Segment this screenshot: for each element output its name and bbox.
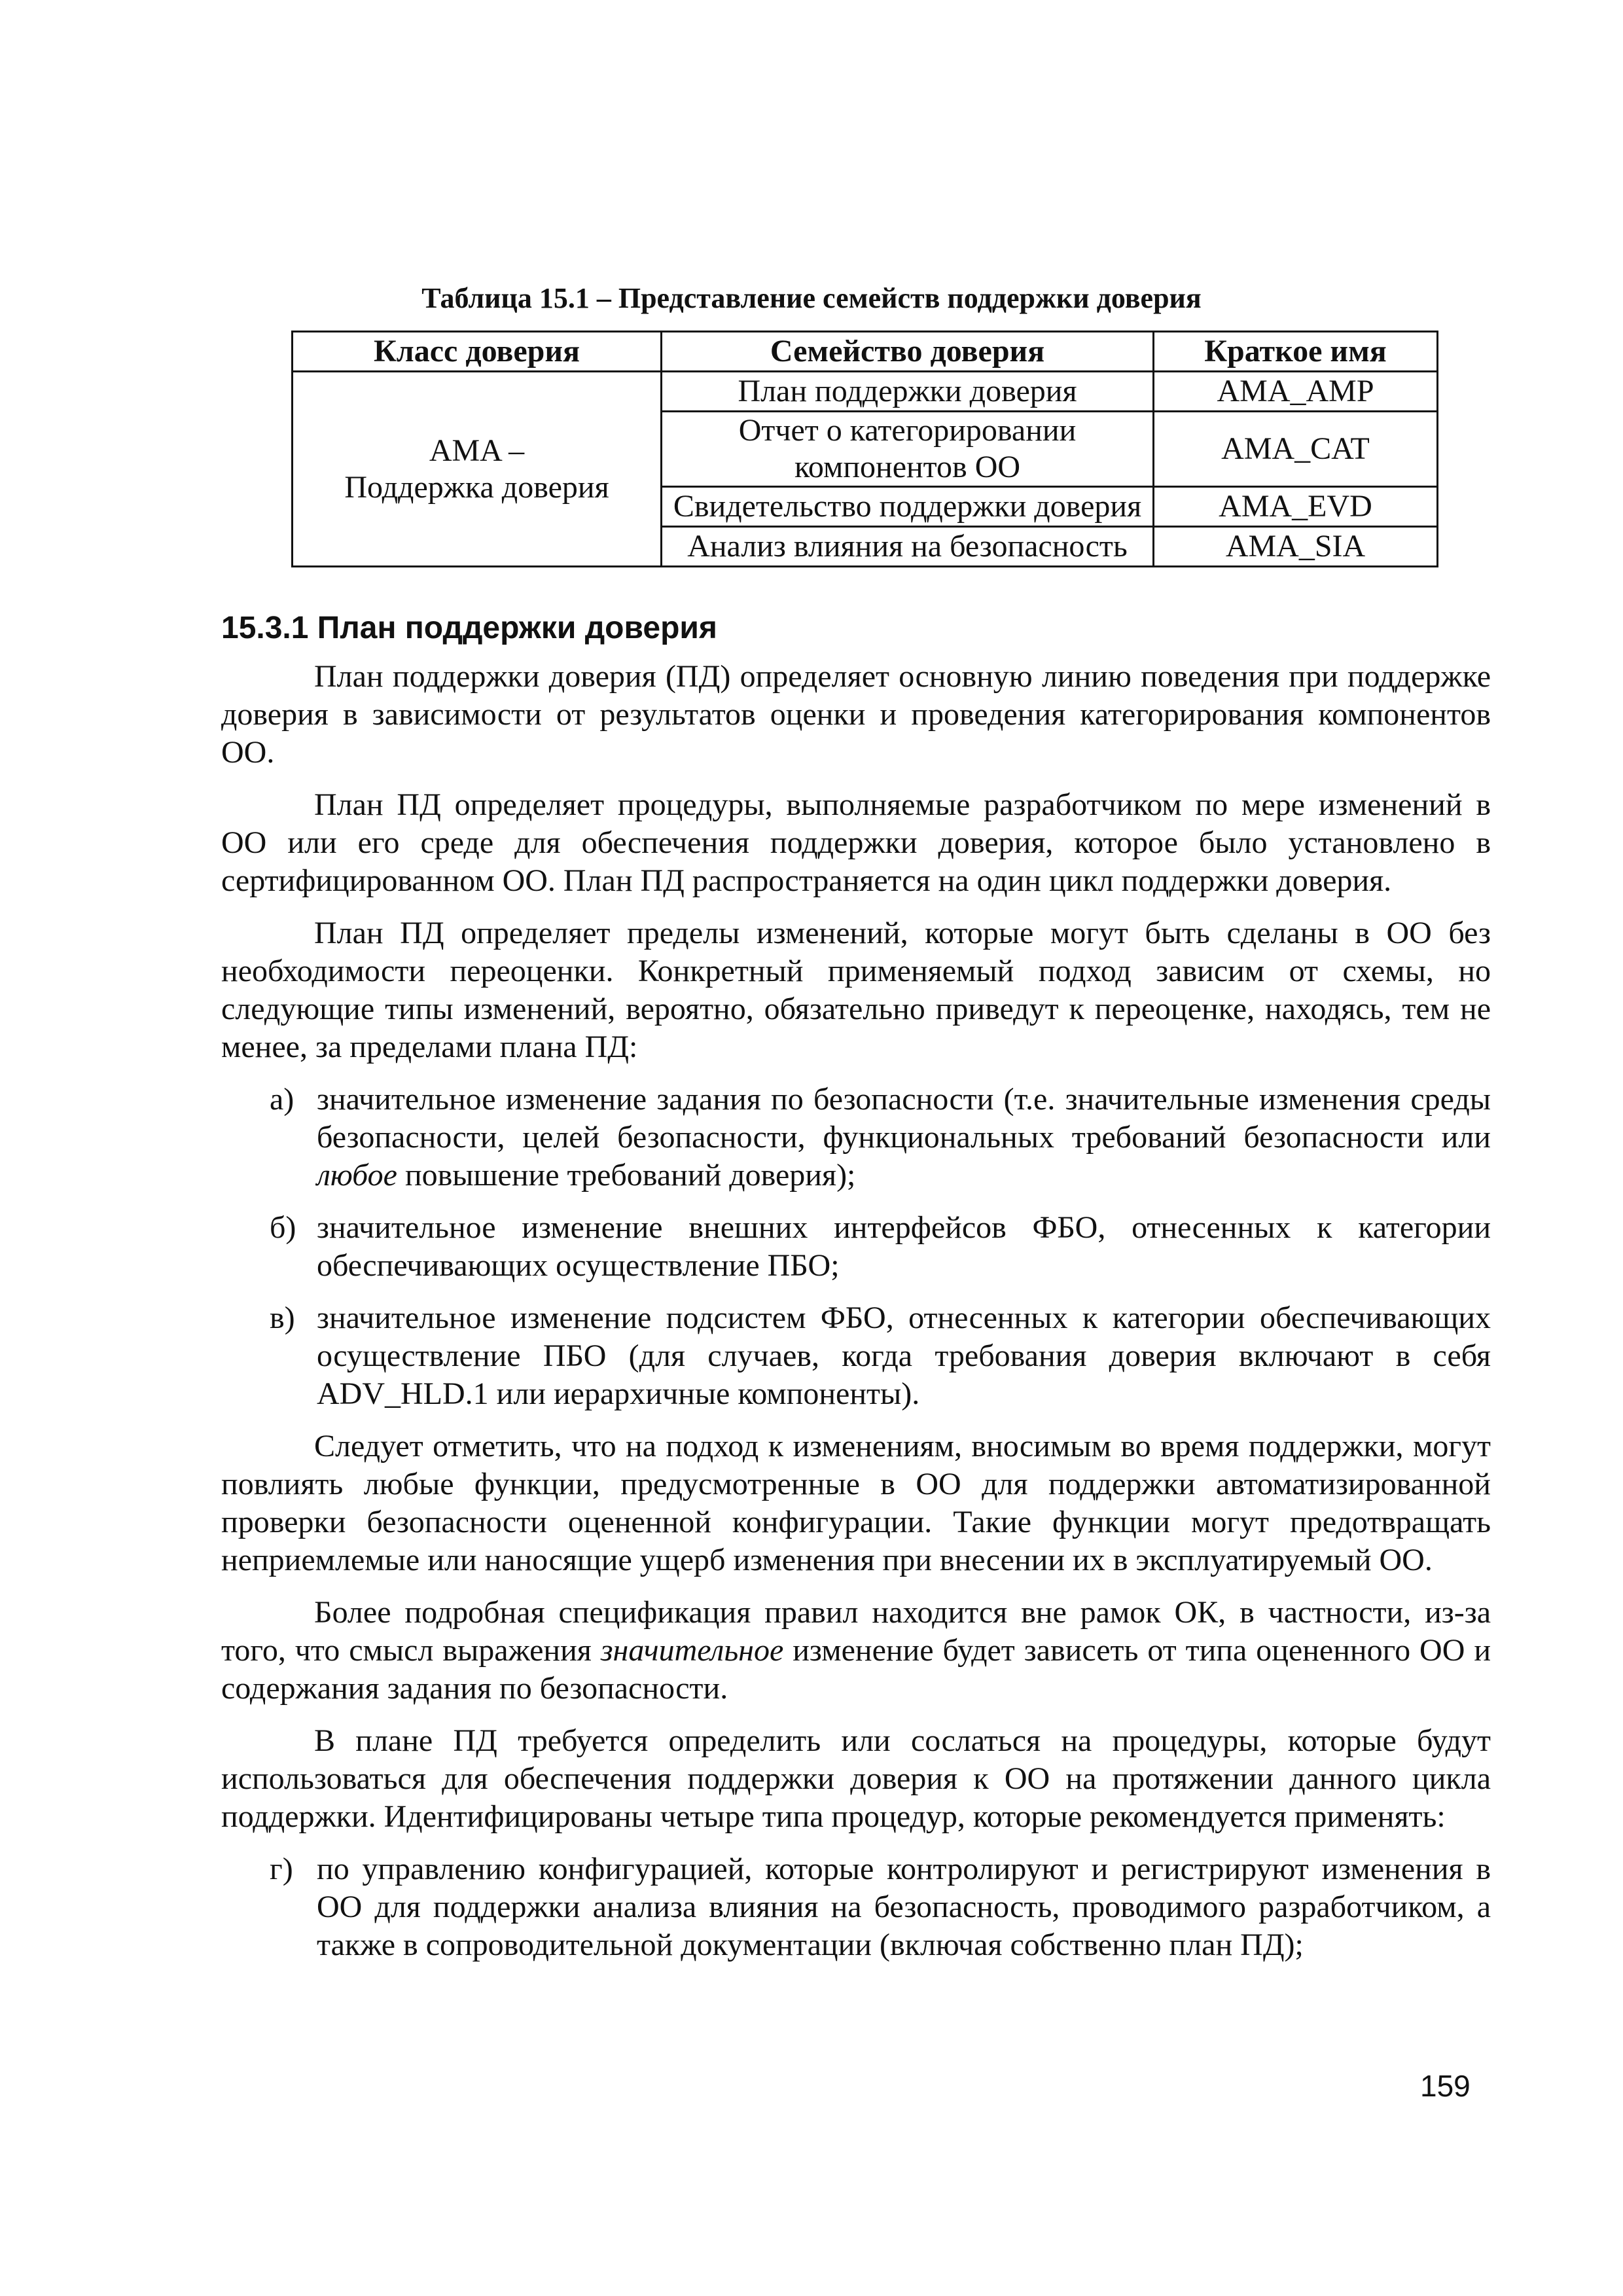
paragraph-text: изменение будет зависеть от типа оцененного ОО и содержания задания по безопасности.	[221, 1633, 1491, 1706]
emphasis: любое	[317, 1158, 397, 1193]
header-short-name: Краткое имя	[1154, 332, 1438, 372]
family-cell: Анализ влияния на безопасность	[662, 527, 1154, 567]
paragraph-1: План поддержки доверия (ПД) определяет основную линию поведения при поддержке доверия в зависимости от результатов оценки и проведения категорирования компонентов ОО.	[221, 659, 1491, 770]
header-family: Семейство доверия	[662, 332, 1154, 372]
list-marker: б)	[270, 1210, 296, 1245]
family-cell: Отчет о категорировании компонентов ОО	[662, 412, 1154, 487]
list-item-a	[221, 1081, 1491, 1194]
family-cell: План поддержки доверия	[662, 372, 1154, 412]
section-body	[221, 658, 1491, 1979]
list-item-c	[221, 1299, 1491, 1413]
list-marker: г)	[270, 1852, 293, 1886]
list-marker: а)	[270, 1082, 294, 1117]
assurance-families-table	[291, 331, 1438, 567]
list-text: значительное изменение задания по безопасности (т.е. значительные изменения среды безопасности, целей безопасности, функциональных требований безопасности или	[317, 1082, 1491, 1155]
list-marker: в)	[270, 1300, 295, 1335]
class-line-2: Поддержка доверия	[344, 469, 609, 505]
table-caption: Таблица 15.1 – Представление семейств поддержки доверия	[421, 282, 1202, 314]
list-text: значительное изменение подсистем ФБО, отнесенных к категории обеспечивающих осуществление ПБО (для случаев, когда требования доверия включают в себя ADV_HLD.1 или иерархичные компоненты).	[317, 1300, 1491, 1411]
family-cell: Свидетельство поддержки доверия	[662, 487, 1154, 527]
page-number: 159	[1420, 2069, 1471, 2103]
class-cell	[293, 372, 662, 567]
list-text: по управлению конфигурацией, которые контролируют и регистрируют изменения в ОО для поддержки анализа влияния на безопасность, проводимого разработчиком, а также в сопроводительной документации (включая собственно план ПД);	[317, 1852, 1491, 1962]
paragraph-6: В плане ПД требуется определить или сослаться на процедуры, которые будут использоваться для обеспечения поддержки доверия к ОО на протяжении данного цикла поддержки. Идентифицированы четыре типа процедур, которые рекомендуется применять:	[221, 1723, 1491, 1834]
list-item-b	[221, 1209, 1491, 1285]
emphasis: значительное	[600, 1633, 784, 1668]
paragraph-text: Более подробная спецификация правил находится вне рамок ОК, в частности, из-за того, что смысл выражения	[221, 1595, 1491, 1668]
section-heading: 15.3.1 План поддержки доверия	[221, 611, 717, 645]
class-line-1: AMA –	[429, 433, 525, 468]
short-name-cell: AMA_SIA	[1154, 527, 1438, 567]
table-header-row	[293, 332, 1438, 372]
list-item-d	[221, 1850, 1491, 1964]
paragraph-2: План ПД определяет процедуры, выполняемые разработчиком по мере изменений в ОО или его среде для обеспечения поддержки доверия, которое было установлено в сертифицированном ОО. План ПД распространяется на один цикл поддержки доверия.	[221, 787, 1491, 898]
paragraph-4: Следует отметить, что на подход к изменениям, вносимым во время поддержки, могут повлиять любые функции, предусмотренные в ОО для поддержки автоматизированной проверки безопасности оцененной конфигурации. Такие функции могут предотвращать неприемлемые или наносящие ущерб изменения при внесении их в эксплуатируемый ОО.	[221, 1429, 1491, 1577]
short-name-cell: AMA_CAT	[1154, 412, 1438, 487]
table-row	[293, 372, 1438, 412]
header-class: Класс доверия	[293, 332, 662, 372]
paragraph-5	[221, 1594, 1491, 1708]
paragraph-3: План ПД определяет пределы изменений, которые могут быть сделаны в ОО без необходимости переоценки. Конкретный применяемый подход зависим от схемы, но следующие типы изменений, вероятно, обязательно приведут к переоценке, находясь, тем не менее, за пределами плана ПД:	[221, 916, 1491, 1064]
short-name-cell: AMA_EVD	[1154, 487, 1438, 527]
list-text: значительное изменение внешних интерфейсов ФБО, отнесенных к категории обеспечивающих осуществление ПБО;	[317, 1210, 1491, 1283]
short-name-cell: AMA_AMP	[1154, 372, 1438, 412]
list-text: повышение требований доверия);	[397, 1158, 856, 1193]
